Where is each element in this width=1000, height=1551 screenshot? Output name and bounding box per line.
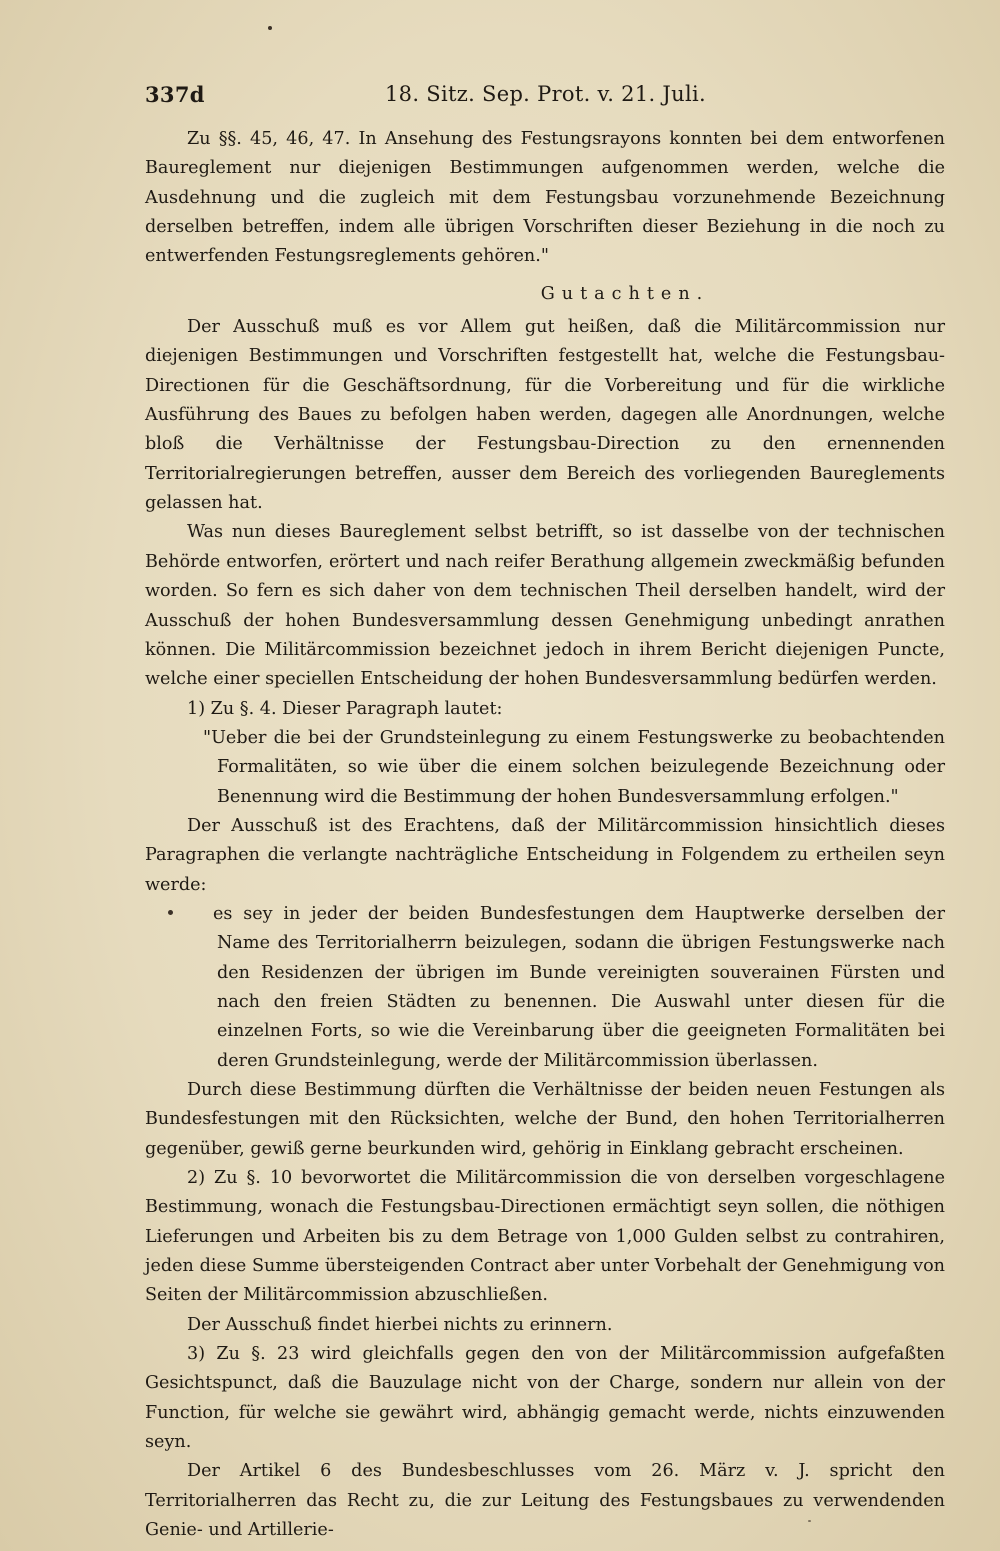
paper-speck	[168, 910, 173, 915]
paragraph-no-objection: Der Ausschuß findet hierbei nichts zu erinnern.	[187, 1314, 613, 1335]
paragraph-artikel-6: Der Artikel 6 des Bundesbeschlusses vom 26. März v. J. spricht den Territorialherren das Recht zu, die zur Leitung des Festungsbaues zu verwendenden Genie- und Artillerie-	[145, 1461, 945, 1541]
item-1-intro: 1) Zu §. 4. Dieser Paragraph lautet:	[187, 698, 503, 719]
paragraph-section-45-47: Zu §§. 45, 46, 47. In Ansehung des Festungsrayons konnten bei dem entworfenen Baureglement nur diejenigen Bestimmungen aufgenommen werden, welche die Ausdehnung und die zugleich mit dem Festungsbau vorzunehmende Bezeichnung derselben betreffen, indem alle übrigen Vorschriften dieser Beziehung in die noch zu entwerfenden Festungsreglements gehören."	[145, 129, 945, 267]
item-2-section-10: 2) Zu §. 10 bevorwortet die Militärcommission die von derselben vorgeschlagene Bestimmung, wonach die Festungsbau-Directionen ermächtigt seyn sollen, die nöthigen Lieferungen und Arbeiten bis zu dem Betrage von 1,000 Gulden selbst zu contrahiren, jeden diese Summe übersteigenden Contract aber unter Vorbehalt der Genehmigung von Seiten der Militärcommission abzuschließen.	[145, 1168, 945, 1306]
page-body	[145, 125, 945, 1546]
paragraph-ausschuss-approval: Der Ausschuß muß es vor Allem gut heißen, daß die Militärcommission nur diejenigen Bestimmungen und Vorschriften festgestellt hat, welche die Festungsbau-Directionen für die Geschäftsordnung, für die Vorbereitung und für die wirkliche Ausführung des Baues zu befolgen haben werden, dagegen alle Anordnungen, welche bloß die Verhältnisse der Festungsbau-Direction zu den ernennenden Territorialregierungen betreffen, ausser dem Bereich des vorliegenden Baureglements gelassen hat.	[145, 317, 945, 514]
page-header	[145, 82, 875, 116]
paragraph-naming-rule: es sey in jeder der beiden Bundesfestungen dem Hauptwerke derselben der Name des Territorialherrn beizulegen, sodann die übrigen Festungswerke nach den Residenzen der übrigen im Bunde vereinigten souverainen Fürsten und nach den freien Städten zu benennen. Die Auswahl unter diesen für die einzelnen Forts, so wie die Vereinbarung über die geeigneten Formalitäten bei deren Grundsteinlegung, werde der Militärcommission überlassen.	[213, 903, 945, 1071]
item-1-quote: "Ueber die bei der Grundsteinlegung zu einem Festungswerke zu beobachtenden Formalitäten, so wie über die einem solchen beizulegende Bezeichnung oder Benennung wird die Bestimmung der hohen Bundesversammlung erfolgen."	[203, 727, 945, 807]
paragraph-ausschuss-opinion: Der Ausschuß ist des Erachtens, daß der Militärcommission hinsichtlich dieses Paragraphen die verlangte nachträgliche Entscheidung in Folgendem zu ertheilen seyn werde:	[145, 815, 945, 895]
paragraph-bundesfestungen: Durch diese Bestimmung dürften die Verhältnisse der beiden neuen Festungen als Bundesfestungen mit den Rücksichten, welche der Bund, den hohen Territorialherren gegenüber, gewiß gerne beurkunden wird, gehörig in Einklang gebracht erscheinen.	[145, 1080, 945, 1159]
item-3-section-23: 3) Zu §. 23 wird gleichfalls gegen den von der Militärcommission aufgefaßten Gesichtspunct, daß die Bauzulage nicht von der Charge, sondern nur allein von der Function, für welche sie gewährt wird, abhängig gemacht werde, nichts einzuwenden seyn.	[145, 1344, 945, 1453]
paper-speck	[808, 1520, 811, 1522]
paragraph-baureglement: Was nun dieses Baureglement selbst betrifft, so ist dasselbe von der technischen Behörde entworfen, erörtert und nach reifer Berathung allgemein zweckmäßig befunden worden. So fern es sich daher von dem technischen Theil derselben handelt, wird der Ausschuß der hohen Bundesversammlung dessen Genehmigung unbedingt anrathen können. Die Militärcommission bezeichnet jedoch in ihrem Bericht diejenigen Puncte, welche einer speciellen Entscheidung der hohen Bundesversammlung bedürfen werden.	[145, 522, 945, 690]
running-head: 18. Sitz. Sep. Prot. v. 21. Juli.	[385, 82, 706, 106]
section-heading-gutachten: Gutachten.	[540, 283, 710, 304]
page-number: 337d	[145, 82, 205, 107]
paper-speck	[268, 26, 272, 30]
